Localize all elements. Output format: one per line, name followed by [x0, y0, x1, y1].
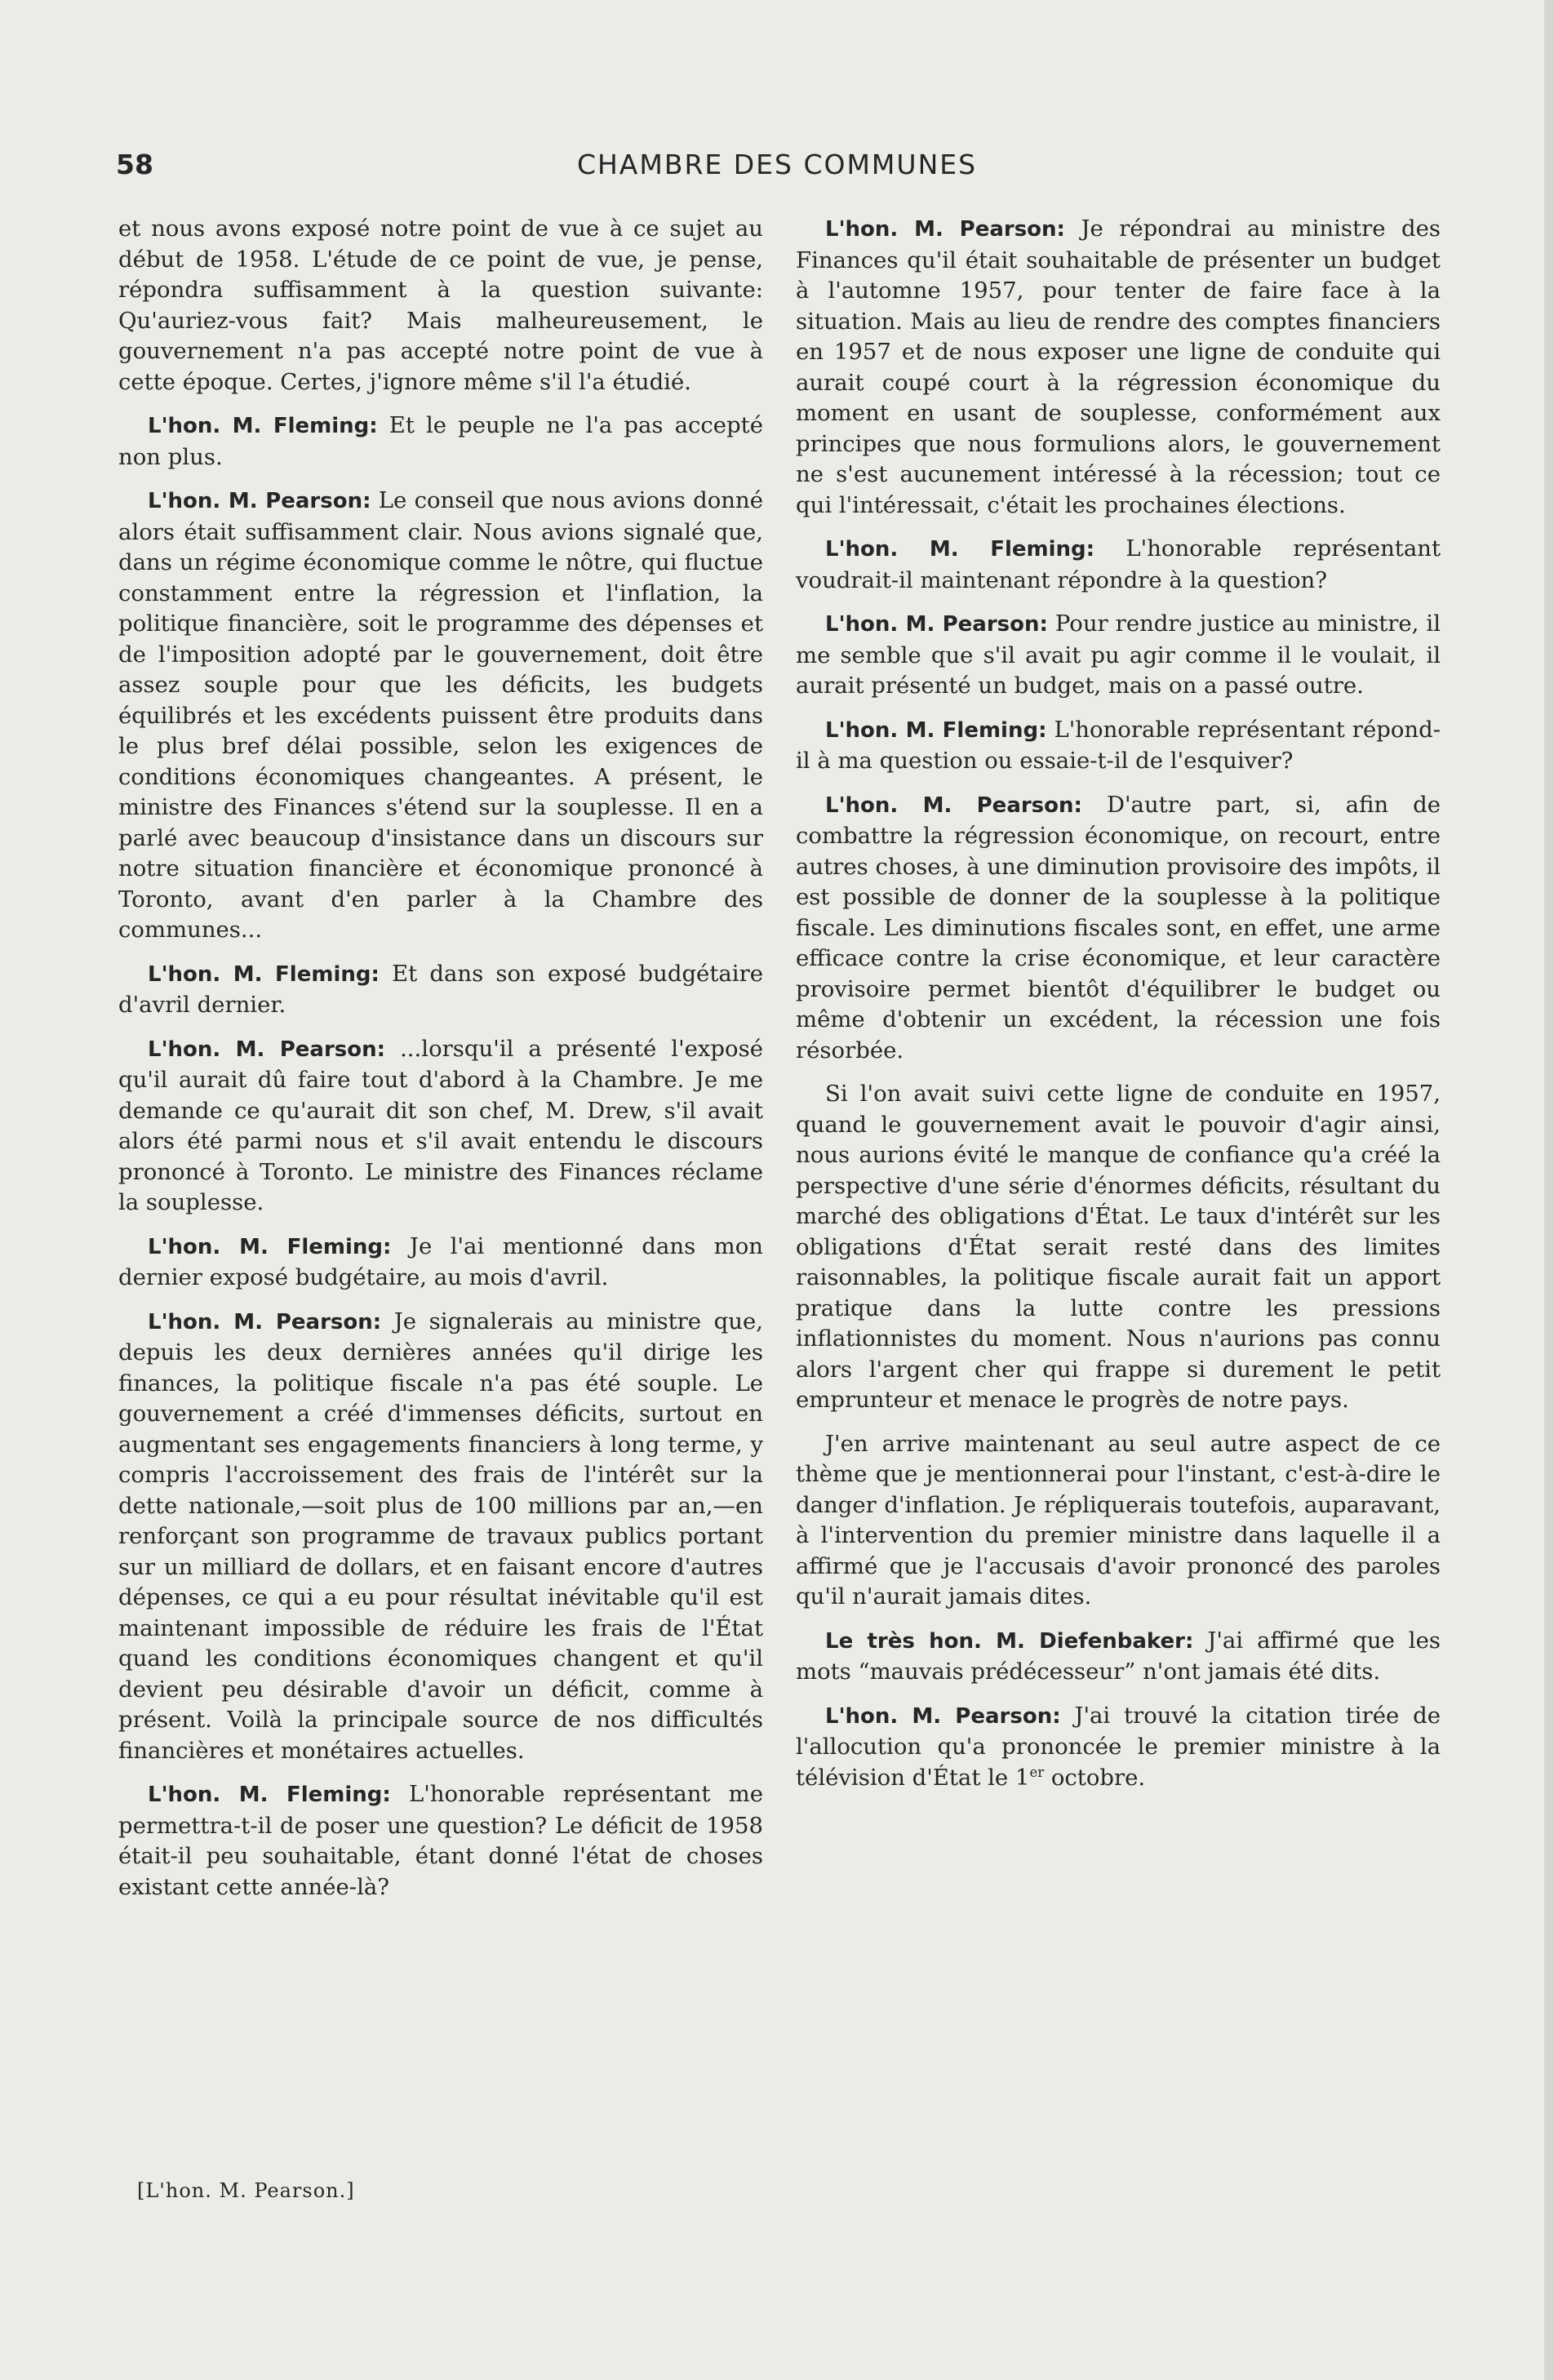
- paragraph: [796, 609, 1441, 702]
- right-column: [796, 214, 1441, 1806]
- paragraph-text: J'ai trouvé la citation tirée de l'allocution qu'a prononcée le premier ministre à la télévision d'État le 1: [796, 1702, 1441, 1791]
- paragraph-text: J'ai affirmé que les mots “mauvais prédécesseur” n'ont jamais été dits.: [796, 1627, 1441, 1685]
- paragraph: [796, 214, 1441, 521]
- speaker-name: L'hon. M. Pearson:: [825, 217, 1065, 242]
- paragraph: [796, 790, 1441, 1067]
- speaker-name: L'hon. M. Fleming:: [148, 414, 378, 438]
- paragraph-text: Je répondrai au ministre des Finances qu'il était souhaitable de présenter un budget à l'automne 1957, pour tenter de faire face à la situation. Mais au lieu de rendre des comptes financiers en 1957 et de nous exposer une ligne de conduite qui aurait coupé court à la régression économique du moment en usant de souplesse, conformément aux principes que nous formulions alors, le gouvernement ne s'est aucunement intéressé à la récession; tout ce qui l'intéressait, c'était les prochaines élections.: [796, 215, 1441, 518]
- paragraph: [118, 1232, 763, 1294]
- paragraph: [796, 1429, 1441, 1613]
- paragraph: [118, 1307, 763, 1767]
- speaker-name: L'hon. M. Fleming:: [825, 537, 1095, 562]
- paragraph-text: Je signalerais au ministre que, depuis les deux dernières années qu'il dirige les finances, la politique fiscale n'a pas été souple. Le gouvernement a créé d'immenses déficits, surtout en augmentant ses engagements financiers à long terme, y compris l'accroissement des frais de l'intérêt sur la dette nationale,—soit plus de 100 millions par an,—en renforçant son programme de travaux publics portant sur un milliard de dollars, et en faisant encore d'autres dépenses, ce qui a eu pour résultat inévitable qu'il est maintenant impossible de réduire les frais de l'État quand les conditions économiques changent et qu'il devient peu désirable d'avoir un déficit, comme à présent. Voilà la principale source de nos difficultés financières et monétaires actuelles.: [118, 1308, 763, 1764]
- paragraph: [796, 715, 1441, 777]
- speaker-name: L'hon. M. Pearson:: [148, 1309, 382, 1334]
- paragraph: [118, 1779, 763, 1903]
- paragraph: [796, 1079, 1441, 1416]
- speaker-name: L'hon. M. Pearson:: [825, 1703, 1061, 1729]
- speaker-name: L'hon. M. Fleming:: [148, 1234, 392, 1259]
- page-header: [0, 149, 1554, 189]
- paragraph-text: Pour rendre justice au ministre, il me semble que s'il avait pu agir comme il le voulait, il aurait présenté un budget, mais on a passé outre.: [796, 611, 1441, 699]
- speaker-name: L'hon. M. Fleming:: [825, 717, 1047, 743]
- paragraph-text: ...lorsqu'il a présenté l'exposé qu'il aurait dû faire tout d'abord à la Chambre. Je me demande ce qu'aurait dit son chef, M. Drew, s'il avait alors été parmi nous et s'il avait entendu le discours prononcé à Toronto. Le ministre des Finances réclame la souplesse.: [118, 1035, 763, 1215]
- paragraph-text: Le conseil que nous avions donné alors était suffisamment clair. Nous avions signalé que, dans un régime économique comme le nôtre, qui fluctue constamment entre la régression et l'inflation, la politique financière, soit le programme des dépenses et de l'imposition adopté par le gouvernement, doit être assez souple pour que les déficits, les budgets équilibrés et les excédents puissent être produits dans le plus bref délai possible, selon les exigences de conditions économiques changeantes. A présent, le ministre des Finances s'étend sur la souplesse. Il en a parlé avec beaucoup d'insistance dans un discours sur notre situation financière et économique prononcé à Toronto, avant d'en parler à la Chambre des communes...: [118, 487, 763, 943]
- paragraph-text: Si l'on avait suivi cette ligne de conduite en 1957, quand le gouvernement avait le pouvoir d'agir ainsi, nous aurions évité le manque de confiance qu'a créé la perspective d'une série d'énormes déficits, résultant du marché des obligations d'État. Le taux d'intérêt sur les obligations d'État serait resté dans des limites raisonnables, la politique fiscale aurait fait un apport pratique dans la lutte contre les pressions inflationnistes du moment. Nous n'aurions pas connu alors l'argent cher qui frappe si durement le petit emprunteur et menace le progrès de notre pays.: [796, 1081, 1441, 1413]
- paragraph: [118, 1034, 763, 1219]
- paragraph: [118, 411, 763, 473]
- speaker-name: L'hon. M. Fleming:: [148, 961, 380, 987]
- paragraph-text: J'en arrive maintenant au seul autre aspect de ce thème que je mentionnerai pour l'instant, c'est-à-dire le danger d'inflation. Je répliquerais toutefois, auparavant, à l'intervention du premier ministre dans laquelle il a affirmé que je l'accusais d'avoir prononcé des paroles qu'il n'aurait jamais dites.: [796, 1430, 1441, 1610]
- paragraph-text: D'autre part, si, afin de combattre la régression économique, on recourt, entre autres choses, à une diminution provisoire des impôts, il est possible de donner de la souplesse à la politique fiscale. Les diminutions fiscales sont, en effet, une arme efficace contre la crise économique, et leur caractère provisoire permet bientôt d'équilibrer le budget ou même d'obtenir un excédent, la récession une fois résorbée.: [796, 791, 1441, 1063]
- paragraph: [118, 486, 763, 946]
- paragraph: [118, 214, 763, 397]
- paragraph-text: Et le peuple ne l'a pas accepté non plus.: [118, 412, 764, 470]
- speaker-name: L'hon. M. Pearson:: [148, 489, 371, 513]
- running-head: CHAMBRE DES COMMUNES: [576, 149, 978, 180]
- page-number: 58: [116, 149, 153, 180]
- paragraph-text: L'honorable représentant me permettra-t-il de poser une question? Le déficit de 1958 était-il peu souhaitable, étant donné l'état de choses existant cette année-là?: [118, 1781, 764, 1900]
- paragraph: [796, 1701, 1441, 1794]
- superscript: er: [1029, 1764, 1045, 1780]
- speaker-name: L'hon. M. Pearson:: [148, 1037, 386, 1062]
- page-edge: [1544, 0, 1554, 2380]
- speaker-name: Le très hon. M. Diefenbaker:: [825, 1628, 1194, 1654]
- paragraph: [796, 534, 1441, 596]
- speaker-name: L'hon. M. Fleming:: [148, 1783, 391, 1807]
- paragraph: [118, 959, 763, 1021]
- paragraph-tail: octobre.: [1044, 1764, 1146, 1791]
- paragraph: [796, 1626, 1441, 1688]
- paragraph-text: et nous avons exposé notre point de vue à ce sujet au début de 1958. L'étude de ce point de vue, je pense, répondra suffisamment à la question suivante: Qu'auriez-vous fait? Mais malheureusement, le gouvernement n'a pas accepté notre point de vue à cette époque. Certes, j'ignore même s'il l'a étudié.: [118, 215, 763, 395]
- speaker-name: L'hon. M. Pearson:: [825, 612, 1048, 637]
- paragraph-text: Et dans son exposé budgétaire d'avril dernier.: [118, 960, 763, 1018]
- paragraph-text: L'honorable représentant voudrait-il maintenant répondre à la question?: [796, 535, 1441, 593]
- speaker-reference: [L'hon. M. Pearson.]: [137, 2179, 355, 2202]
- speaker-name: L'hon. M. Pearson:: [825, 793, 1082, 818]
- left-column: [118, 214, 763, 1916]
- paragraph-text: Je l'ai mentionné dans mon dernier exposé budgétaire, au mois d'avril.: [118, 1232, 763, 1290]
- paragraph-text: L'honorable représentant répond-il à ma question ou essaie-t-il de l'esquiver?: [796, 716, 1441, 774]
